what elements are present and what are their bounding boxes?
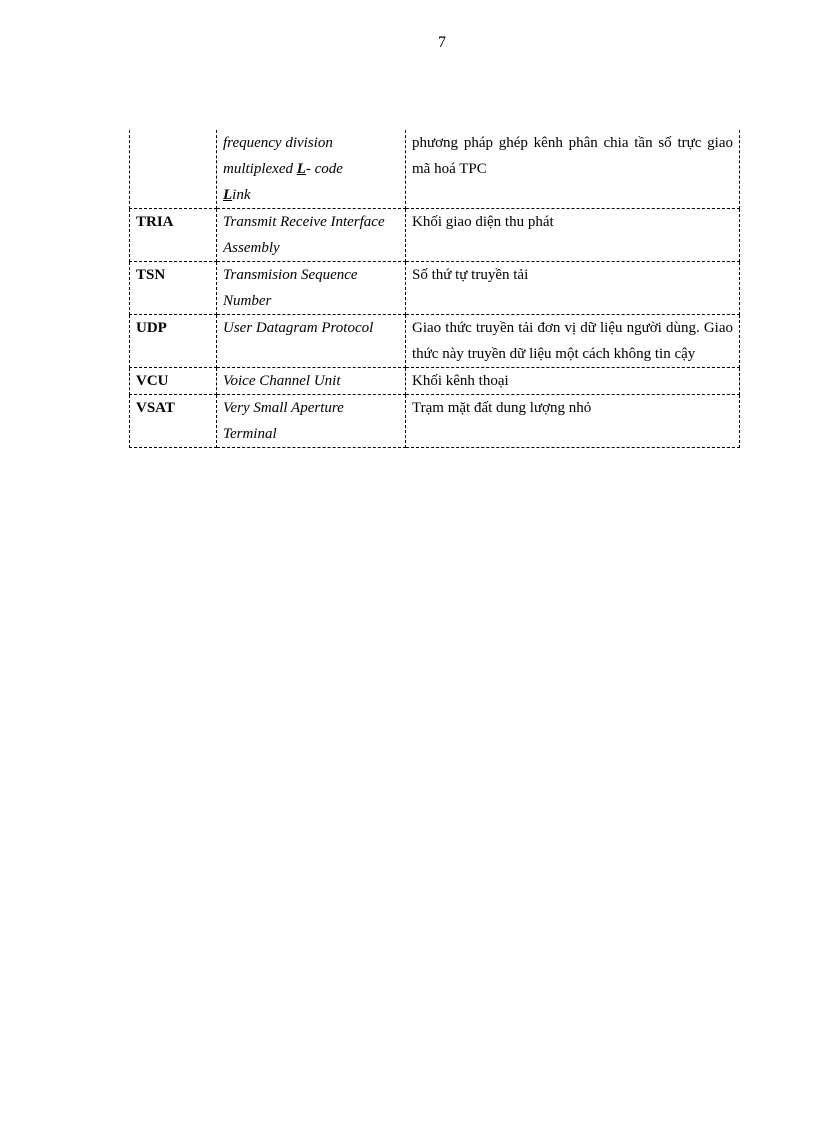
vietnamese-meaning-cell: Số thứ tự truyền tải <box>406 262 740 315</box>
vietnamese-meaning-cell: phương pháp ghép kênh phân chia tần số trực giao mã hoá TPC <box>406 130 740 209</box>
english-term-cell: Very Small Aperture Terminal <box>217 395 406 448</box>
english-term-cell: User Datagram Protocol <box>217 315 406 368</box>
table-row <box>130 130 740 209</box>
english-term-cell: Transmision Sequence Number <box>217 262 406 315</box>
english-term-cell: Transmit Receive Interface Assembly <box>217 209 406 262</box>
page-number: 7 <box>438 34 446 51</box>
table-row <box>130 315 740 368</box>
english-term-part: frequency division multiplexed <box>223 135 333 177</box>
abbreviation-cell <box>130 130 217 209</box>
table-row <box>130 209 740 262</box>
abbreviation-cell: UDP <box>130 315 217 368</box>
abbreviation-cell: VCU <box>130 368 217 395</box>
english-term-emphasis: L <box>296 161 306 177</box>
english-term-cell: Voice Channel Unit <box>217 368 406 395</box>
vietnamese-meaning-cell: Giao thức truyền tải đơn vị dữ liệu người dùng. Giao thức này truyền dữ liệu một cách không tin cậy <box>406 315 740 368</box>
english-term-part: - code <box>305 161 343 177</box>
vietnamese-meaning-cell: Khối kênh thoại <box>406 368 740 395</box>
abbreviation-cell: TSN <box>130 262 217 315</box>
english-term-part: ink <box>232 187 251 203</box>
vietnamese-meaning-cell: Trạm mặt đất dung lượng nhỏ <box>406 395 740 448</box>
abbreviation-cell: TRIA <box>130 209 217 262</box>
table-row <box>130 262 740 315</box>
vietnamese-meaning-cell: Khối giao diện thu phát <box>406 209 740 262</box>
table-row <box>130 395 740 448</box>
english-term-cell <box>217 130 406 209</box>
abbreviation-table <box>129 130 740 448</box>
table-row <box>130 368 740 395</box>
abbreviation-cell: VSAT <box>130 395 217 448</box>
english-term-emphasis: L <box>223 187 233 203</box>
